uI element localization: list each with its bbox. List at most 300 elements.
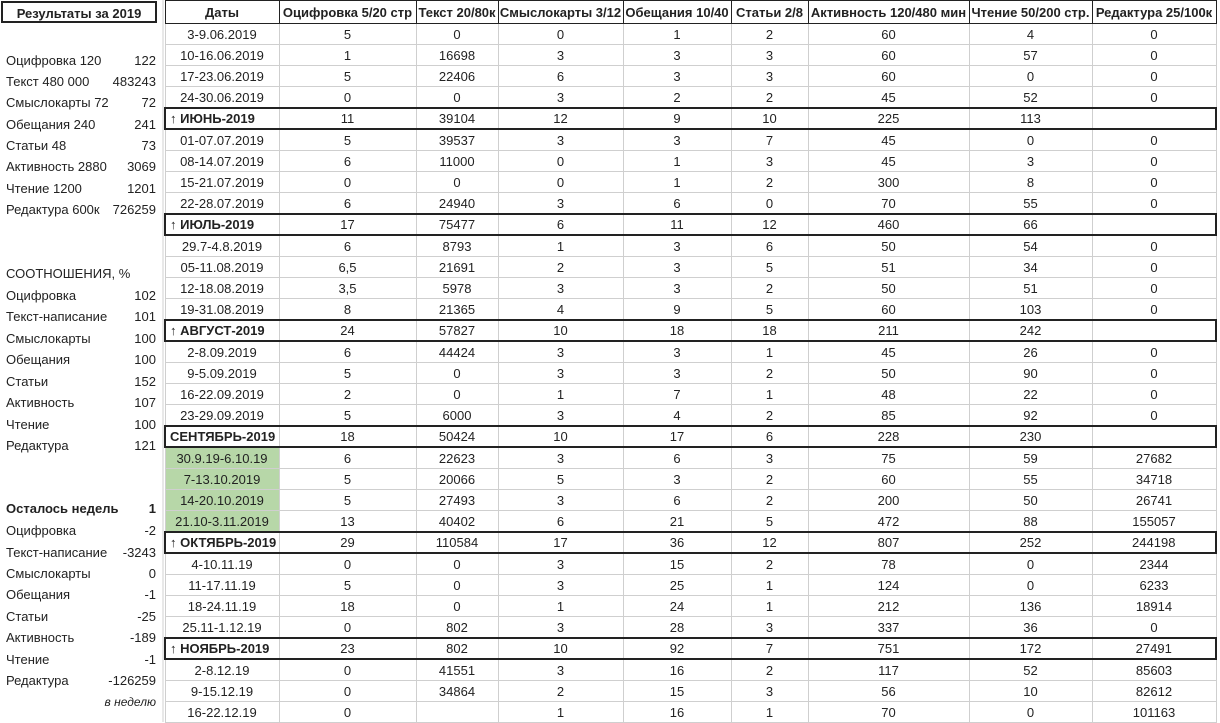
value-cell[interactable]: 0 [1092,66,1216,87]
value-cell[interactable]: 16 [623,659,731,681]
value-cell[interactable]: 20066 [416,469,498,490]
value-cell[interactable]: 45 [808,87,969,109]
value-cell[interactable]: 0 [279,681,416,702]
value-cell[interactable]: 11 [623,214,731,235]
value-cell[interactable]: 0 [969,575,1092,596]
value-cell[interactable]: 12 [731,214,808,235]
value-cell[interactable]: 3 [731,45,808,66]
value-cell[interactable]: 3 [623,278,731,299]
summary-row[interactable] [0,563,160,584]
value-cell[interactable]: 6 [623,490,731,511]
value-cell[interactable]: 6 [623,193,731,215]
value-cell[interactable]: 802 [416,638,498,659]
value-cell[interactable]: 9 [623,108,731,129]
summary-row[interactable] [0,306,160,327]
date-cell[interactable]: ↑ ИЮЛЬ-2019 [165,214,279,235]
value-cell[interactable]: 802 [416,617,498,639]
value-cell[interactable]: 18 [279,596,416,617]
value-cell[interactable]: 1 [498,596,623,617]
value-cell[interactable]: 3,5 [279,278,416,299]
summary-row[interactable] [0,606,160,627]
summary-row[interactable] [0,285,160,306]
value-cell[interactable] [1092,108,1216,129]
summary-row[interactable] [0,498,160,519]
value-cell[interactable]: 5 [731,299,808,321]
value-cell[interactable]: 0 [969,702,1092,723]
value-cell[interactable]: 225 [808,108,969,129]
value-cell[interactable]: 18 [623,320,731,341]
value-cell[interactable]: 2 [731,490,808,511]
value-cell[interactable]: 29 [279,532,416,553]
date-cell[interactable]: 4-10.11.19 [165,553,279,575]
column-header[interactable]: Обещания 10/40 [623,1,731,24]
date-cell[interactable]: 3-9.06.2019 [165,24,279,45]
value-cell[interactable]: 2 [731,87,808,109]
value-cell[interactable]: 88 [969,511,1092,533]
value-cell[interactable]: 18914 [1092,596,1216,617]
value-cell[interactable]: 0 [416,384,498,405]
value-cell[interactable]: 57827 [416,320,498,341]
value-cell[interactable]: 50 [808,278,969,299]
value-cell[interactable]: 27682 [1092,447,1216,469]
value-cell[interactable]: 78 [808,553,969,575]
value-cell[interactable]: 11000 [416,151,498,172]
value-cell[interactable]: 2 [731,24,808,45]
value-cell[interactable]: 44424 [416,341,498,363]
value-cell[interactable]: 1 [279,45,416,66]
value-cell[interactable]: 3 [731,447,808,469]
value-cell[interactable]: 5 [279,363,416,384]
column-header[interactable]: Редактура 25/100к [1092,1,1216,24]
value-cell[interactable]: 807 [808,532,969,553]
date-cell[interactable]: 19-31.08.2019 [165,299,279,321]
value-cell[interactable]: 0 [279,553,416,575]
value-cell[interactable]: 60 [808,45,969,66]
value-cell[interactable]: 212 [808,596,969,617]
value-cell[interactable]: 2 [498,681,623,702]
value-cell[interactable]: 22406 [416,66,498,87]
summary-row[interactable] [0,50,160,71]
value-cell[interactable]: 3 [498,87,623,109]
column-header[interactable]: Статьи 2/8 [731,1,808,24]
value-cell[interactable]: 92 [623,638,731,659]
value-cell[interactable]: 6 [279,447,416,469]
value-cell[interactable]: 51 [969,278,1092,299]
value-cell[interactable]: 3 [498,363,623,384]
value-cell[interactable]: 751 [808,638,969,659]
value-cell[interactable]: 5 [279,129,416,151]
date-cell[interactable]: 22-28.07.2019 [165,193,279,215]
value-cell[interactable]: 70 [808,702,969,723]
value-cell[interactable]: 50 [808,235,969,257]
date-cell[interactable]: 18-24.11.19 [165,596,279,617]
value-cell[interactable]: 113 [969,108,1092,129]
value-cell[interactable]: 6,5 [279,257,416,278]
value-cell[interactable]: 90 [969,363,1092,384]
date-cell[interactable]: 12-18.08.2019 [165,278,279,299]
value-cell[interactable]: 40402 [416,511,498,533]
value-cell[interactable]: 0 [1092,341,1216,363]
value-cell[interactable]: 36 [623,532,731,553]
value-cell[interactable]: 6 [279,341,416,363]
date-cell[interactable]: 21.10-3.11.2019 [165,511,279,533]
value-cell[interactable]: 36 [969,617,1092,639]
value-cell[interactable]: 4 [498,299,623,321]
value-cell[interactable]: 50 [969,490,1092,511]
value-cell[interactable]: 3 [623,129,731,151]
value-cell[interactable]: 0 [416,172,498,193]
value-cell[interactable]: 2 [623,87,731,109]
value-cell[interactable]: 3 [623,45,731,66]
value-cell[interactable]: 5 [279,24,416,45]
value-cell[interactable]: 110584 [416,532,498,553]
summary-row[interactable] [0,371,160,392]
value-cell[interactable]: 7 [731,129,808,151]
value-cell[interactable]: 60 [808,24,969,45]
column-header[interactable]: Текст 20/80к [416,1,498,24]
value-cell[interactable]: 52 [969,87,1092,109]
value-cell[interactable]: 3 [623,341,731,363]
value-cell[interactable]: 22623 [416,447,498,469]
value-cell[interactable]: 3 [731,151,808,172]
date-cell[interactable]: 15-21.07.2019 [165,172,279,193]
value-cell[interactable]: 41551 [416,659,498,681]
value-cell[interactable]: 22 [969,384,1092,405]
value-cell[interactable]: 0 [1092,172,1216,193]
summary-row[interactable] [0,71,160,92]
value-cell[interactable]: 5 [279,405,416,427]
date-cell[interactable]: СЕНТЯБРЬ-2019 [165,426,279,447]
value-cell[interactable]: 50 [808,363,969,384]
value-cell[interactable]: 0 [731,193,808,215]
date-cell[interactable]: 01-07.07.2019 [165,129,279,151]
value-cell[interactable]: 28 [623,617,731,639]
value-cell[interactable]: 0 [1092,87,1216,109]
value-cell[interactable]: 39537 [416,129,498,151]
value-cell[interactable]: 0 [1092,405,1216,427]
column-header[interactable]: Даты [165,1,279,24]
value-cell[interactable]: 230 [969,426,1092,447]
value-cell[interactable]: 0 [416,596,498,617]
value-cell[interactable]: 6 [498,214,623,235]
value-cell[interactable]: 18 [279,426,416,447]
value-cell[interactable]: 1 [731,596,808,617]
value-cell[interactable]: 337 [808,617,969,639]
value-cell[interactable]: 460 [808,214,969,235]
value-cell[interactable]: 0 [1092,299,1216,321]
summary-row[interactable] [0,199,160,220]
value-cell[interactable]: 117 [808,659,969,681]
value-cell[interactable]: 7 [623,384,731,405]
value-cell[interactable]: 6 [279,193,416,215]
value-cell[interactable]: 3 [498,129,623,151]
value-cell[interactable]: 50424 [416,426,498,447]
summary-row[interactable] [0,542,160,563]
value-cell[interactable]: 6 [498,66,623,87]
value-cell[interactable]: 0 [969,129,1092,151]
date-cell[interactable]: 23-29.09.2019 [165,405,279,427]
value-cell[interactable]: 228 [808,426,969,447]
value-cell[interactable]: 0 [416,553,498,575]
value-cell[interactable]: 472 [808,511,969,533]
value-cell[interactable]: 17 [498,532,623,553]
value-cell[interactable]: 55 [969,469,1092,490]
value-cell[interactable]: 3 [498,659,623,681]
value-cell[interactable]: 55 [969,193,1092,215]
summary-row[interactable] [0,478,160,499]
value-cell[interactable]: 12 [731,532,808,553]
summary-title-cell[interactable]: Результаты за 2019 [1,1,157,23]
value-cell[interactable]: 0 [969,66,1092,87]
value-cell[interactable]: 1 [498,702,623,723]
summary-row[interactable] [0,328,160,349]
date-cell[interactable]: 10-16.06.2019 [165,45,279,66]
value-cell[interactable]: 172 [969,638,1092,659]
summary-row[interactable] [0,221,160,242]
value-cell[interactable]: 10 [969,681,1092,702]
value-cell[interactable]: 60 [808,66,969,87]
value-cell[interactable]: 0 [1092,617,1216,639]
value-cell[interactable]: 2344 [1092,553,1216,575]
value-cell[interactable]: 2 [731,659,808,681]
value-cell[interactable]: 211 [808,320,969,341]
value-cell[interactable]: 8 [279,299,416,321]
value-cell[interactable]: 75477 [416,214,498,235]
value-cell[interactable]: 9 [623,299,731,321]
value-cell[interactable]: 0 [416,575,498,596]
summary-row[interactable] [0,627,160,648]
value-cell[interactable]: 16 [623,702,731,723]
value-cell[interactable]: 6233 [1092,575,1216,596]
value-cell[interactable]: 5 [731,511,808,533]
summary-row[interactable] [0,435,160,456]
value-cell[interactable]: 5 [279,490,416,511]
value-cell[interactable]: 66 [969,214,1092,235]
value-cell[interactable]: 6 [279,235,416,257]
date-cell[interactable]: 05-11.08.2019 [165,257,279,278]
value-cell[interactable]: 45 [808,151,969,172]
value-cell[interactable]: 6 [623,447,731,469]
value-cell[interactable]: 3 [498,447,623,469]
column-header[interactable]: Смыслокарты 3/12 [498,1,623,24]
value-cell[interactable]: 200 [808,490,969,511]
value-cell[interactable]: 59 [969,447,1092,469]
value-cell[interactable]: 3 [969,151,1092,172]
value-cell[interactable]: 124 [808,575,969,596]
value-cell[interactable]: 10 [498,638,623,659]
value-cell[interactable]: 1 [623,24,731,45]
value-cell[interactable]: 23 [279,638,416,659]
value-cell[interactable]: 0 [279,659,416,681]
value-cell[interactable]: 0 [1092,24,1216,45]
summary-row[interactable] [0,414,160,435]
value-cell[interactable]: 1 [498,384,623,405]
value-cell[interactable]: 0 [1092,363,1216,384]
date-cell[interactable]: 17-23.06.2019 [165,66,279,87]
value-cell[interactable] [1092,214,1216,235]
value-cell[interactable]: 3 [498,575,623,596]
value-cell[interactable]: 12 [498,108,623,129]
column-header[interactable]: Чтение 50/200 стр. [969,1,1092,24]
value-cell[interactable]: 3 [498,617,623,639]
date-cell[interactable]: 24-30.06.2019 [165,87,279,109]
value-cell[interactable]: 27493 [416,490,498,511]
value-cell[interactable]: 21 [623,511,731,533]
value-cell[interactable]: 51 [808,257,969,278]
date-cell[interactable]: 11-17.11.19 [165,575,279,596]
date-cell[interactable]: 16-22.09.2019 [165,384,279,405]
value-cell[interactable]: 0 [279,617,416,639]
value-cell[interactable]: 1 [623,172,731,193]
value-cell[interactable]: 300 [808,172,969,193]
value-cell[interactable]: 3 [731,681,808,702]
value-cell[interactable]: 5 [279,66,416,87]
value-cell[interactable]: 3 [623,257,731,278]
value-cell[interactable]: 85 [808,405,969,427]
value-cell[interactable] [1092,320,1216,341]
value-cell[interactable]: 0 [969,553,1092,575]
value-cell[interactable]: 26 [969,341,1092,363]
value-cell[interactable]: 244198 [1092,532,1216,553]
value-cell[interactable] [416,702,498,723]
summary-row[interactable] [0,520,160,541]
value-cell[interactable]: 3 [731,617,808,639]
value-cell[interactable]: 2 [731,172,808,193]
value-cell[interactable]: 27491 [1092,638,1216,659]
value-cell[interactable]: 34718 [1092,469,1216,490]
summary-row[interactable] [0,263,160,284]
value-cell[interactable]: 13 [279,511,416,533]
value-cell[interactable]: 16698 [416,45,498,66]
value-cell[interactable]: 17 [279,214,416,235]
value-cell[interactable]: 17 [623,426,731,447]
value-cell[interactable]: 56 [808,681,969,702]
value-cell[interactable]: 2 [498,257,623,278]
summary-row[interactable] [0,457,160,478]
value-cell[interactable]: 24 [623,596,731,617]
value-cell[interactable]: 1 [498,235,623,257]
value-cell[interactable]: 8793 [416,235,498,257]
value-cell[interactable]: 0 [416,24,498,45]
summary-row[interactable] [0,649,160,670]
value-cell[interactable]: 4 [969,24,1092,45]
value-cell[interactable]: 3 [498,278,623,299]
value-cell[interactable]: 3 [623,469,731,490]
value-cell[interactable]: 6000 [416,405,498,427]
value-cell[interactable]: 1 [731,702,808,723]
value-cell[interactable]: 54 [969,235,1092,257]
value-cell[interactable]: 3 [498,553,623,575]
value-cell[interactable]: 242 [969,320,1092,341]
value-cell[interactable]: 0 [416,87,498,109]
value-cell[interactable]: 45 [808,129,969,151]
date-cell[interactable]: 2-8.09.2019 [165,341,279,363]
value-cell[interactable]: 85603 [1092,659,1216,681]
date-cell[interactable]: 7-13.10.2019 [165,469,279,490]
value-cell[interactable]: 0 [1092,235,1216,257]
value-cell[interactable]: 0 [416,363,498,384]
value-cell[interactable]: 1 [731,341,808,363]
summary-row[interactable] [0,178,160,199]
value-cell[interactable]: 101163 [1092,702,1216,723]
value-cell[interactable]: 0 [279,87,416,109]
value-cell[interactable]: 0 [498,151,623,172]
value-cell[interactable]: 2 [731,469,808,490]
value-cell[interactable]: 3 [498,45,623,66]
value-cell[interactable]: 0 [1092,384,1216,405]
value-cell[interactable]: 0 [498,172,623,193]
value-cell[interactable]: 3 [498,490,623,511]
value-cell[interactable]: 6 [731,426,808,447]
value-cell[interactable]: 252 [969,532,1092,553]
value-cell[interactable]: 60 [808,299,969,321]
value-cell[interactable]: 6 [279,151,416,172]
value-cell[interactable]: 0 [279,702,416,723]
value-cell[interactable]: 5978 [416,278,498,299]
column-header[interactable]: Активность 120/480 мин [808,1,969,24]
value-cell[interactable]: 3 [498,341,623,363]
date-cell[interactable]: 9-5.09.2019 [165,363,279,384]
date-cell[interactable]: ↑ ИЮНЬ-2019 [165,108,279,129]
value-cell[interactable]: 48 [808,384,969,405]
value-cell[interactable]: 0 [1092,257,1216,278]
value-cell[interactable]: 3 [731,66,808,87]
value-cell[interactable]: 21365 [416,299,498,321]
value-cell[interactable]: 0 [1092,129,1216,151]
value-cell[interactable]: 8 [969,172,1092,193]
date-cell[interactable]: 9-15.12.19 [165,681,279,702]
value-cell[interactable]: 24940 [416,193,498,215]
summary-footer-row[interactable] [0,692,160,713]
value-cell[interactable]: 70 [808,193,969,215]
value-cell[interactable]: 1 [731,384,808,405]
date-cell[interactable]: 08-14.07.2019 [165,151,279,172]
value-cell[interactable]: 10 [498,320,623,341]
date-cell[interactable]: ↑ АВГУСТ-2019 [165,320,279,341]
value-cell[interactable]: 3 [498,405,623,427]
summary-row[interactable] [0,670,160,691]
summary-row[interactable] [0,135,160,156]
date-cell[interactable]: ↑ НОЯБРЬ-2019 [165,638,279,659]
value-cell[interactable]: 6 [498,511,623,533]
value-cell[interactable]: 6 [731,235,808,257]
value-cell[interactable]: 18 [731,320,808,341]
value-cell[interactable]: 25 [623,575,731,596]
summary-row[interactable] [0,92,160,113]
summary-row[interactable] [0,392,160,413]
value-cell[interactable]: 2 [279,384,416,405]
value-cell[interactable]: 5 [731,257,808,278]
value-cell[interactable]: 39104 [416,108,498,129]
summary-row[interactable] [0,349,160,370]
value-cell[interactable]: 45 [808,341,969,363]
value-cell[interactable]: 75 [808,447,969,469]
date-cell[interactable]: ↑ ОКТЯБРЬ-2019 [165,532,279,553]
value-cell[interactable]: 5 [279,469,416,490]
value-cell[interactable]: 57 [969,45,1092,66]
value-cell[interactable]: 10 [731,108,808,129]
value-cell[interactable]: 0 [498,24,623,45]
value-cell[interactable]: 155057 [1092,511,1216,533]
value-cell[interactable]: 5 [498,469,623,490]
value-cell[interactable]: 2 [731,278,808,299]
value-cell[interactable]: 4 [623,405,731,427]
value-cell[interactable]: 136 [969,596,1092,617]
value-cell[interactable]: 0 [279,172,416,193]
value-cell[interactable]: 103 [969,299,1092,321]
value-cell[interactable]: 11 [279,108,416,129]
value-cell[interactable]: 92 [969,405,1092,427]
